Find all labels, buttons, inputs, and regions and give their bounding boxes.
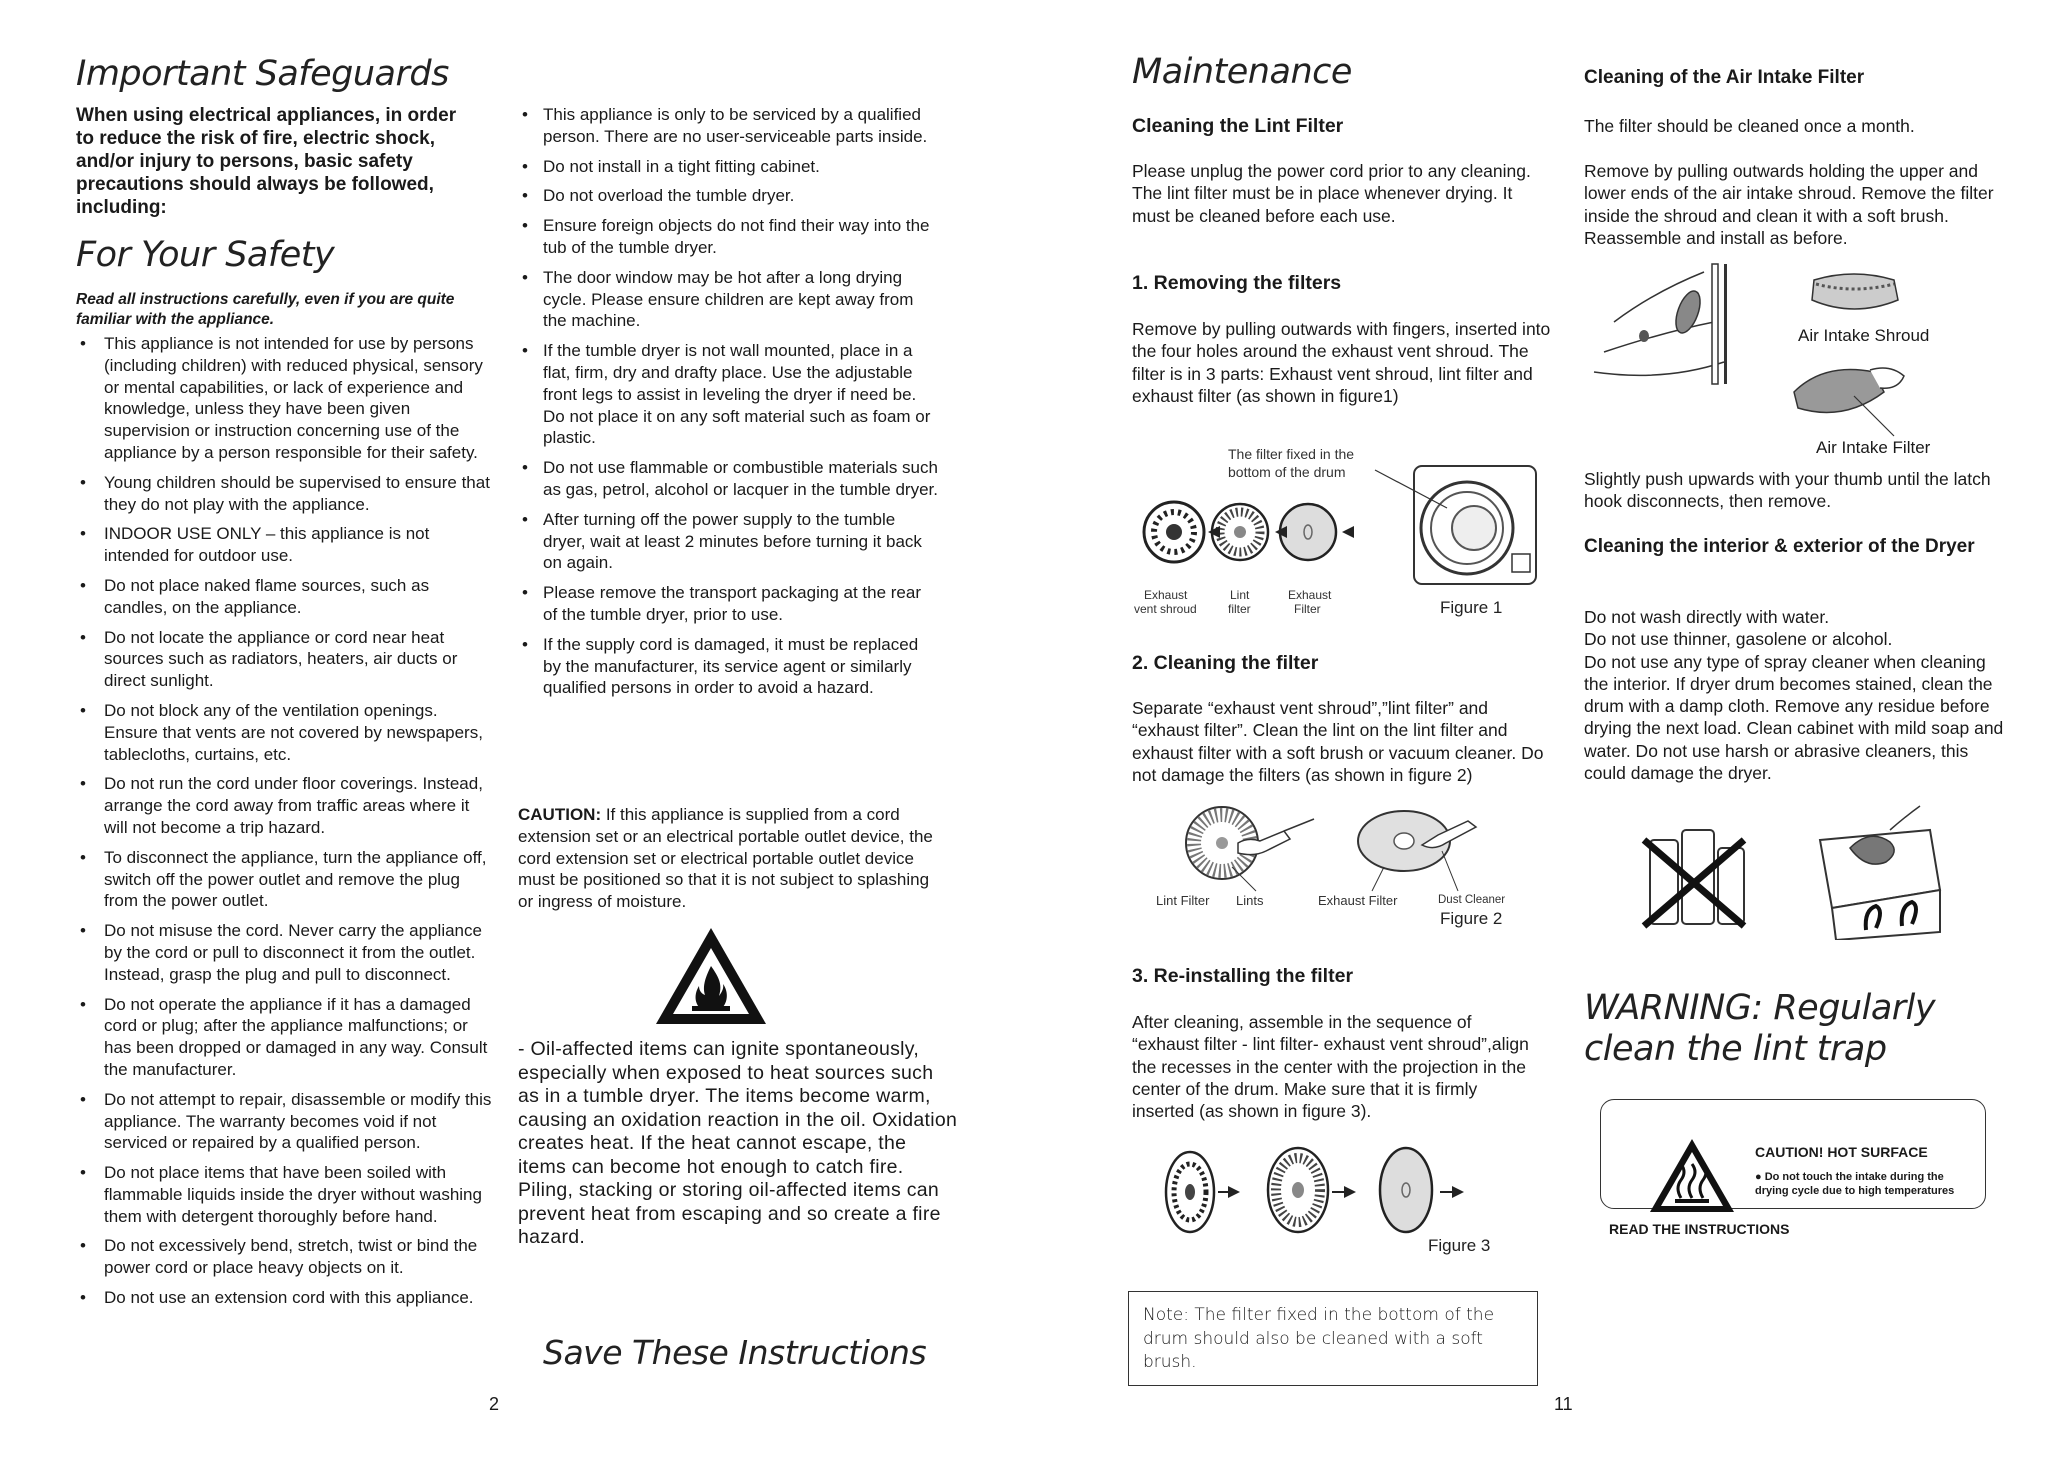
safety-list-item: • Ensure foreign objects do not find their way into the tub of the tumble dryer. <box>518 215 938 259</box>
figure-1 <box>1132 444 1552 624</box>
figure-1-caption: Figure 1 <box>1440 598 1503 617</box>
safety-list-item: • Do not use flammable or combustible materials such as gas, petrol, alcohol or lacquer in the tumble dryer. <box>518 457 938 501</box>
page-number-right: 11 <box>1554 1394 1573 1414</box>
safety-list-item: • Please remove the transport packaging at the rear of the tumble dryer, prior to use. <box>518 582 938 626</box>
air-intake-text-3: Slightly push upwards with your thumb until the latch hook disconnects, then remove. <box>1584 469 1991 512</box>
safety-list-item: • Do not use an extension cord with this appliance. <box>76 1287 496 1309</box>
figure-3 <box>1160 1144 1520 1264</box>
figure-2-caption: Figure 2 <box>1440 909 1503 928</box>
label-air-intake-shroud: Air Intake Shroud <box>1798 326 1930 345</box>
safety-note: Read all instructions carefully, even if you are quite familiar with the appliance. <box>76 291 455 328</box>
fig1-label-lint-2: filter <box>1228 602 1251 616</box>
safety-list-item: • This appliance is only to be serviced by a qualified person. There are no user-serviceable parts inside. <box>518 104 938 148</box>
safety-list-column-2 <box>518 104 938 707</box>
safeguards-intro: When using electrical appliances, in order to reduce the risk of fire, electric shock, and/or injury to persons, basic safety precautions should always be followed, including: <box>76 105 457 218</box>
safety-list-item: • If the tumble dryer is not wall mounted, place in a flat, firm, dry and drafty place. Use the adjustable front legs to assist in leveling the dryer if need be. Do not place it on any soft material such as foam or plastic. <box>518 340 938 449</box>
cleaning-illustration <box>1640 800 1980 940</box>
fig2-label-exhaust-filter: Exhaust Filter <box>1318 893 1398 908</box>
safety-list-item: • Do not install in a tight fitting cabinet. <box>518 156 938 178</box>
read-instructions-label: READ THE INSTRUCTIONS <box>1609 1221 1790 1237</box>
safety-list-item: • Do not overload the tumble dryer. <box>518 185 938 207</box>
warning-title: WARNING: Regularly clean the lint trap <box>1584 988 1936 1069</box>
heading-cleaning-filter: 2. Cleaning the filter <box>1132 652 1319 674</box>
safety-list-item: • Do not misuse the cord. Never carry the appliance by the cord or pull to disconnect it from the outlet. Instead, grasp the plug and pull to disconnect. <box>76 920 496 985</box>
oil-warning-text: - Oil-affected items can ignite spontaneously, especially when exposed to heat sources such as in a tumble dryer. The items become warm, causing an oxidation reaction in the oil. Oxidation creates heat. If the heat cannot escape, the items can become hot enough to catch fire. Piling, stacking or storing oil-affected items can prevent heat from escaping and so create a fire hazard. <box>518 1038 958 1248</box>
safety-list-column-1 <box>76 333 496 1317</box>
lint-filter-text: Please unplug the power cord prior to any cleaning. The lint filter must be in place whenever drying. It must be cleaned before each use. <box>1132 161 1531 226</box>
page-number-left: 2 <box>489 1394 500 1414</box>
fig1-label-exhaust-1: Exhaust <box>1288 588 1332 602</box>
label-air-intake-filter: Air Intake Filter <box>1816 438 1931 457</box>
air-intake-text-2: Remove by pulling outwards holding the upper and lower ends of the air intake shroud. Remove the filter inside the shroud and clean it with a soft brush. Reassemble and install as before. <box>1584 161 1994 248</box>
safety-list-item: • This appliance is not intended for use by persons (including children) with reduced physical, sensory or mental capabilities, or lack of experience and knowledge, unless they have been given supervision or instruction concerning use of the appliance by a person responsible for their safety. <box>76 333 496 464</box>
safety-list-item: • Do not excessively bend, stretch, twist or bind the power cord or place heavy objects on it. <box>76 1235 496 1279</box>
note-text: Note: The filter fixed in the bottom of the drum should also be cleaned with a soft brush. <box>1143 1305 1495 1372</box>
note-box <box>1128 1291 1538 1386</box>
figure-3-caption: Figure 3 <box>1428 1236 1491 1255</box>
interior-exterior-text: Do not wash directly with water. Do not use thinner, gasolene or alcohol. Do not use any type of spray cleaner when cleaning the interior. If dryer drum becomes stained, clean the drum with a damp cloth. Remove any residue before drying the next load. Clean cabinet with mild soap and water. Do not use harsh or abrasive cleaners, this could damage the dryer. <box>1584 607 2004 784</box>
safety-list-item: • Do not run the cord under floor coverings. Instead, arrange the cord away from traffic areas where it will not become a trip hazard. <box>76 773 496 838</box>
cleaning-filter-text: Separate “exhaust vent shroud”,”lint filter” and “exhaust filter”. Clean the lint on the lint filter and exhaust filter with a soft brush or vacuum cleaner. Do not damage the filters (as shown in figure 2) <box>1132 698 1544 785</box>
removing-filters-text: Remove by pulling outwards with fingers, inserted into the four holes around the exhaust vent shroud. The filter is in 3 parts: Exhaust vent shroud, lint filter and exhaust filter (as shown in figure1) <box>1132 319 1551 406</box>
safety-list-item: • Do not place naked flame sources, such as candles, on the appliance. <box>76 575 496 619</box>
fig1-label-exhaust-2: Filter <box>1294 602 1321 616</box>
safety-list-item: • If the supply cord is damaged, it must be replaced by the manufacturer, its service agent or similarly qualified persons in order to avoid a hazard. <box>518 634 938 699</box>
caution-label: CAUTION: <box>518 805 602 824</box>
air-intake-illustration <box>1584 262 1994 462</box>
caution-text: If this appliance is supplied from a cord extension set or an electrical portable outlet device, the cord extension set or electrical portable outlet device must be positioned so that it is not subject to splashing or ingress of moisture. <box>518 805 933 912</box>
figure-2 <box>1152 805 1532 935</box>
safety-list-item: • Young children should be supervised to ensure that they do not play with the appliance. <box>76 472 496 516</box>
heading-lint-filter: Cleaning the Lint Filter <box>1132 115 1344 137</box>
safety-list-item: • Do not attempt to repair, disassemble or modify this appliance. The warranty becomes void if not serviced or repaired by a qualified person. <box>76 1089 496 1154</box>
heading-reinstalling-filter: 3. Re-installing the filter <box>1132 965 1354 987</box>
safety-list-item: • Do not operate the appliance if it has a damaged cord or plug; after the appliance malfunctions; or has been dropped or damaged in any way. Consult the manufacturer. <box>76 994 496 1081</box>
fig1-callout-line1: The filter fixed in the <box>1228 446 1355 462</box>
safety-list-item: • INDOOR USE ONLY – this appliance is not intended for outdoor use. <box>76 523 496 567</box>
hot-surface-icon <box>1647 1136 1737 1216</box>
caution-paragraph <box>518 804 938 913</box>
hot-surface-title: CAUTION! HOT SURFACE <box>1755 1144 1928 1160</box>
fig1-label-shroud-2: vent shroud <box>1134 602 1197 616</box>
safety-list-item: • Do not place items that have been soiled with flammable liquids inside the dryer without washing them with detergent thoroughly before hand. <box>76 1162 496 1227</box>
fig1-label-lint-1: Lint <box>1230 588 1250 602</box>
safety-list-item: • The door window may be hot after a long drying cycle. Please ensure children are kept away from the machine. <box>518 267 938 332</box>
heading-air-intake: Cleaning of the Air Intake Filter <box>1584 67 1865 88</box>
fig2-label-dust-cleaner: Dust Cleaner <box>1438 894 1506 906</box>
hot-surface-bullet: ● Do not touch the intake during the drying cycle due to high temperatures <box>1755 1171 1955 1197</box>
safety-list-item: • Do not locate the appliance or cord near heat sources such as radiators, heaters, air ducts or direct sunlight. <box>76 627 496 692</box>
hot-surface-text: Do not touch the intake during the drying cycle due to high temperatures <box>1755 1171 1955 1197</box>
fig1-label-shroud-1: Exhaust <box>1144 588 1188 602</box>
fig2-label-lints: Lints <box>1236 893 1264 908</box>
safety-list-item: • To disconnect the appliance, turn the appliance off, switch off the power outlet and remove the plug from the power outlet. <box>76 847 496 912</box>
page-title-safeguards: Important Safeguards <box>76 54 449 94</box>
air-intake-text-1: The filter should be cleaned once a month. <box>1584 116 1915 136</box>
safety-list-item: • After turning off the power supply to the tumble dryer, wait at least 2 minutes before turning it back on again. <box>518 509 938 574</box>
safety-list-item: • Do not block any of the ventilation openings. Ensure that vents are not covered by newspapers, tablecloths, curtains, etc. <box>76 700 496 765</box>
fig2-label-lint-filter: Lint Filter <box>1156 893 1210 908</box>
section-title-safety: For Your Safety <box>76 235 335 275</box>
hot-surface-label <box>1600 1099 1986 1237</box>
fig1-callout-line2: bottom of the drum <box>1228 464 1346 480</box>
fire-warning-icon <box>652 924 770 1028</box>
save-instructions-title: Save These Instructions <box>543 1333 927 1372</box>
heading-removing-filters: 1. Removing the filters <box>1132 272 1342 294</box>
page-title-maintenance: Maintenance <box>1132 52 1352 92</box>
reinstalling-filter-text: After cleaning, assemble in the sequence of “exhaust filter - lint filter- exhaust vent shroud”,align the recesses in the center with the projection in the center of the drum. Make sure that it is firmly inserted (as shown in figure 3). <box>1132 1012 1529 1122</box>
heading-interior-exterior: Cleaning the interior & exterior of the Dryer <box>1584 536 1975 557</box>
